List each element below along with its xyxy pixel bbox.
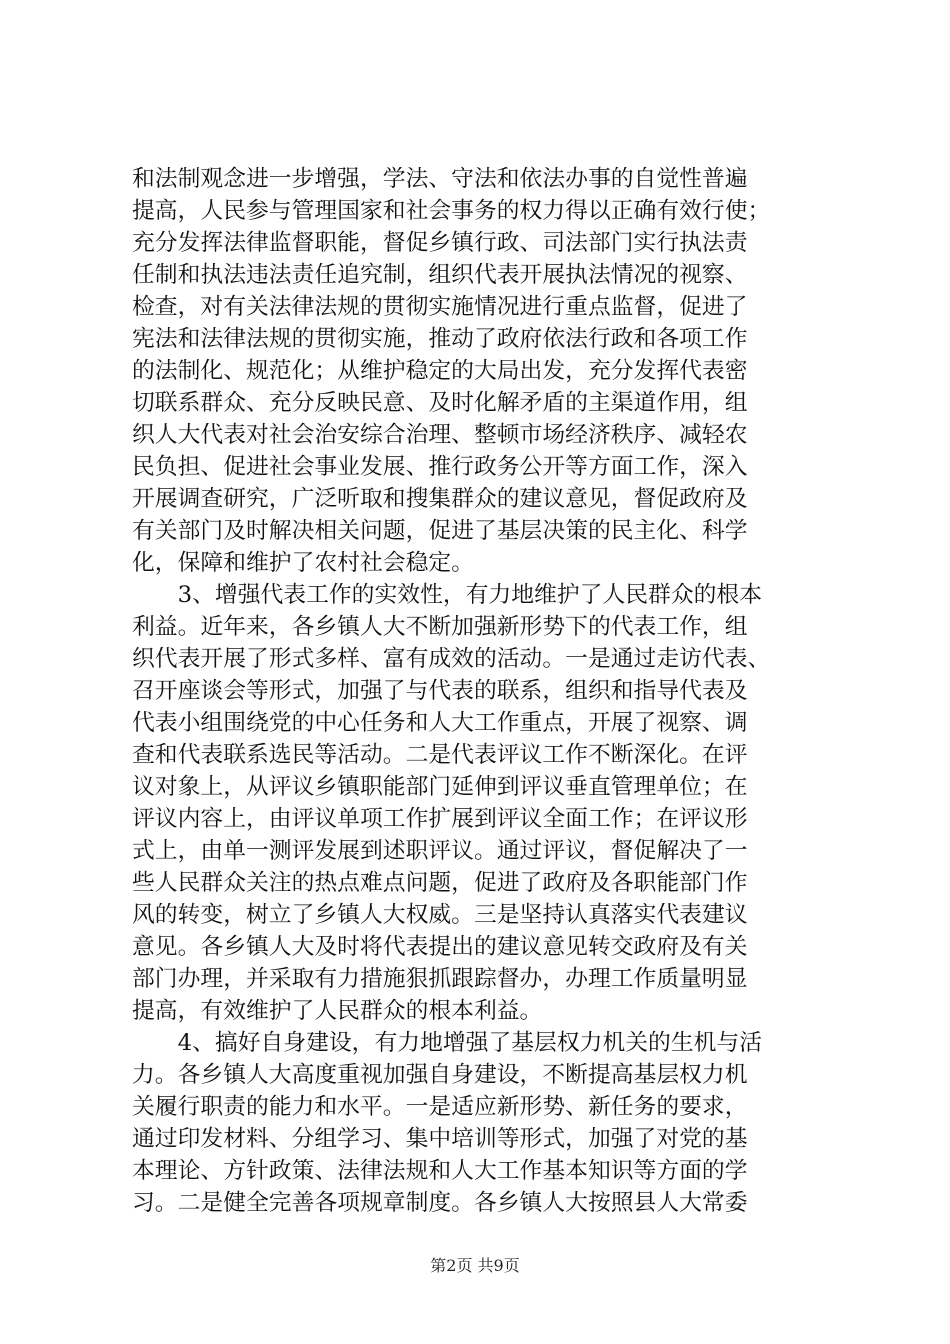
text-line: 的法制化、规范化；从维护稳定的大局出发，充分发挥代表密 — [132, 358, 748, 384]
text-line: 织代表开展了形式多样、富有成效的活动。一是通过走访代表、 — [132, 646, 771, 672]
text-line: 式上，由单一测评发展到述职评议。通过评议，督促解决了一 — [132, 838, 748, 864]
text-line: 宪法和法律法规的贯彻实施，推动了政府依法行政和各项工作 — [132, 326, 748, 352]
text-line: 化，保障和维护了农村社会稳定。 — [132, 550, 474, 576]
text-line: 关履行职责的能力和水平。一是适应新形势、新任务的要求， — [132, 1094, 748, 1120]
document-body — [132, 163, 832, 1219]
text-line: 提高，人民参与管理国家和社会事务的权力得以正确有效行使； — [132, 198, 771, 224]
text-line: 利益。近年来，各乡镇人大不断加强新形势下的代表工作，组 — [132, 614, 748, 640]
text-line: 任制和执法违法责任追究制，组织代表开展执法情况的视察、 — [132, 262, 748, 288]
text-line: 意见。各乡镇人大及时将代表提出的建议意见转交政府及有关 — [132, 934, 748, 960]
text-line: 通过印发材料、分组学习、集中培训等形式，加强了对党的基 — [132, 1126, 748, 1152]
text-line: 力。各乡镇人大高度重视加强自身建设，不断提高基层权力机 — [132, 1062, 748, 1088]
text-line: 查和代表联系选民等活动。二是代表评议工作不断深化。在评 — [132, 742, 748, 768]
text-line: 检查，对有关法律法规的贯彻实施情况进行重点监督，促进了 — [132, 294, 748, 320]
text-line: 4、搞好自身建设，有力地增强了基层权力机关的生机与活 — [132, 1030, 763, 1056]
text-line: 些人民群众关注的热点难点问题，促进了政府及各职能部门作 — [132, 870, 748, 896]
page-number-footer: 第2页 共9页 — [430, 1256, 520, 1275]
text-line: 3、增强代表工作的实效性，有力地维护了人民群众的根本 — [132, 582, 763, 608]
text-line: 召开座谈会等形式，加强了与代表的联系，组织和指导代表及 — [132, 678, 748, 704]
text-line: 民负担、促进社会事业发展、推行政务公开等方面工作，深入 — [132, 454, 748, 480]
text-line: 织人大代表对社会治安综合治理、整顿市场经济秩序、减轻农 — [132, 422, 748, 448]
text-line: 和法制观念进一步增强，学法、守法和依法办事的自觉性普遍 — [132, 166, 748, 192]
text-line: 开展调查研究，广泛听取和搜集群众的建议意见，督促政府及 — [132, 486, 748, 512]
text-line: 风的转变，树立了乡镇人大权威。三是坚持认真落实代表建议 — [132, 902, 748, 928]
text-line: 提高，有效维护了人民群众的根本利益。 — [132, 998, 543, 1024]
text-line: 评议内容上，由评议单项工作扩展到评议全面工作；在评议形 — [132, 806, 748, 832]
text-line: 本理论、方针政策、法律法规和人大工作基本知识等方面的学 — [132, 1158, 748, 1184]
text-line: 代表小组围绕党的中心任务和人大工作重点，开展了视察、调 — [132, 710, 748, 736]
text-line: 议对象上，从评议乡镇职能部门延伸到评议垂直管理单位；在 — [132, 774, 748, 800]
text-line: 部门办理，并采取有力措施狠抓跟踪督办，办理工作质量明显 — [132, 966, 748, 992]
text-line: 切联系群众、充分反映民意、及时化解矛盾的主渠道作用，组 — [132, 390, 748, 416]
text-line: 有关部门及时解决相关问题，促进了基层决策的民主化、科学 — [132, 518, 748, 544]
text-line: 习。二是健全完善各项规章制度。各乡镇人大按照县人大常委 — [132, 1190, 748, 1216]
text-line: 充分发挥法律监督职能，督促乡镇行政、司法部门实行执法责 — [132, 230, 748, 256]
